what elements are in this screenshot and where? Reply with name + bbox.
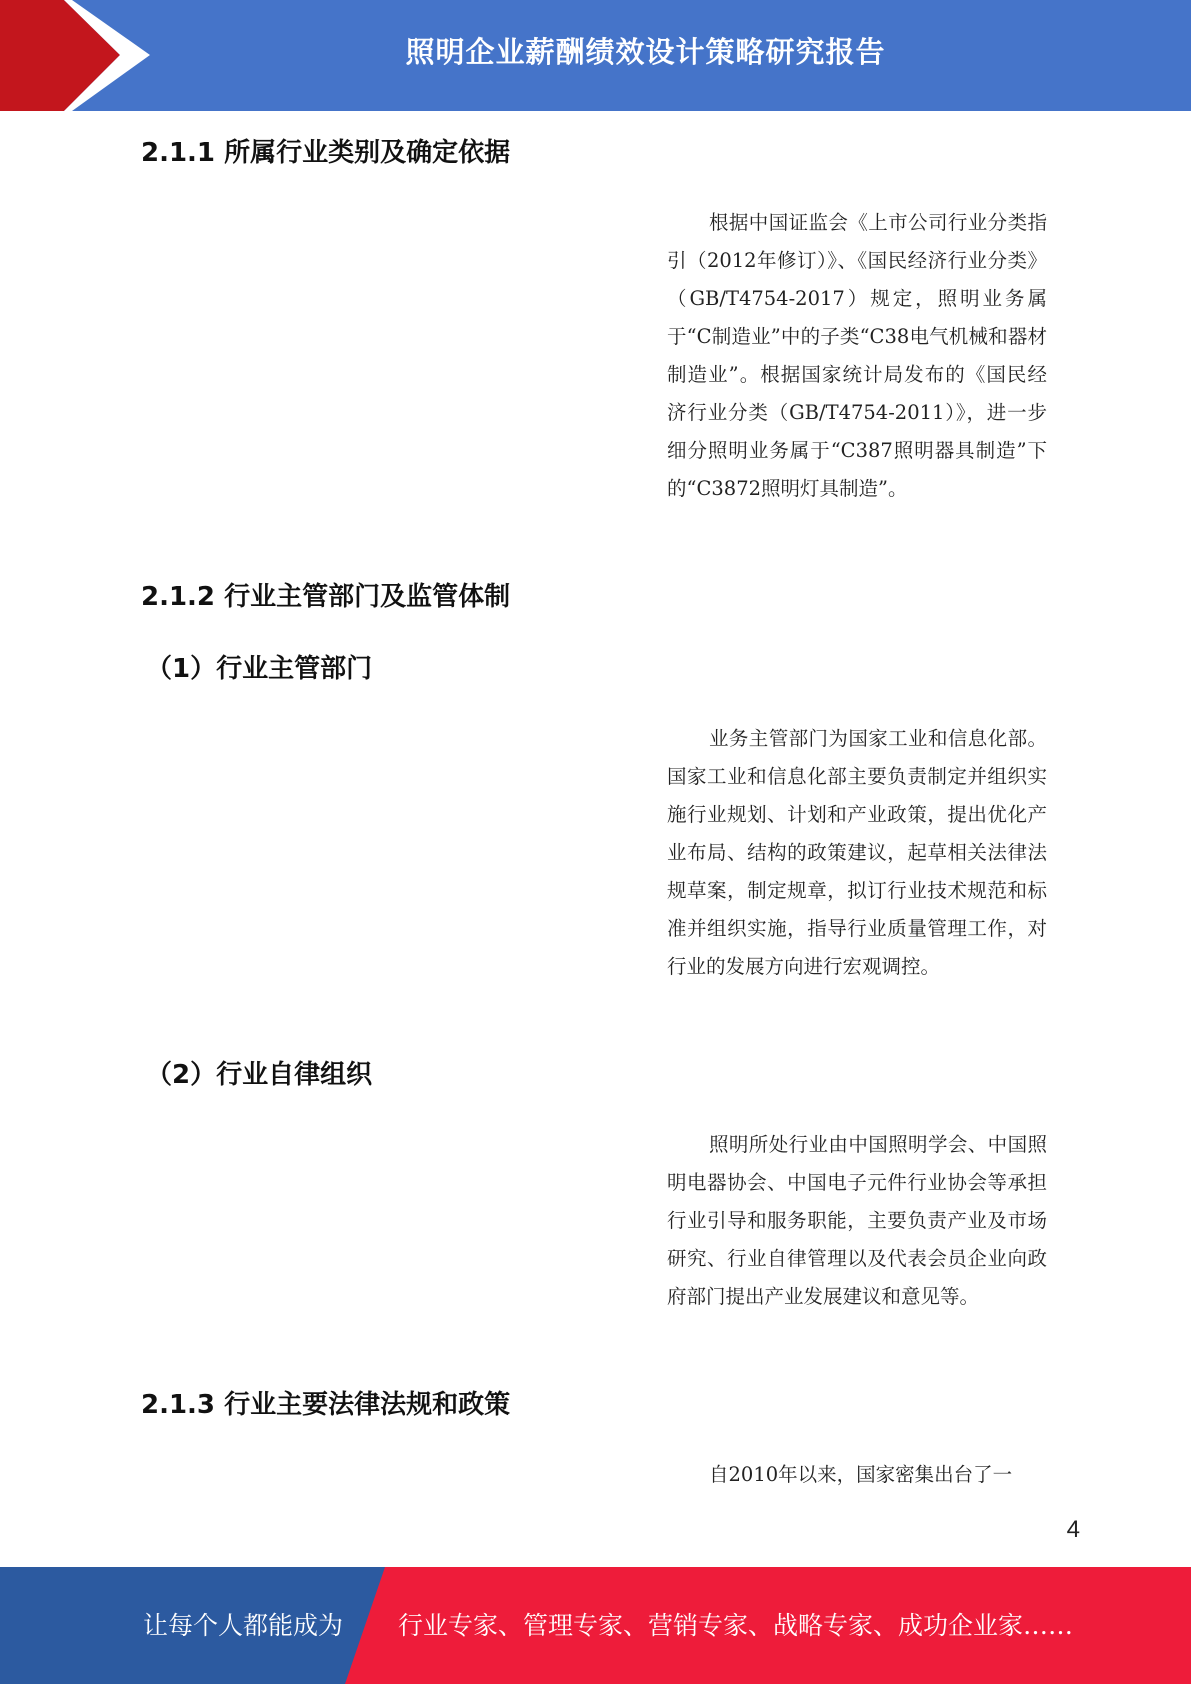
page-header xyxy=(0,0,1191,111)
footer-slogan-left: 让每个人都能成为 xyxy=(143,1611,344,1640)
subsection-heading-2: （2）行业自律组织 xyxy=(146,1060,373,1090)
subsection-1-paragraph: 业务主管部门为国家工业和信息化部。国家工业和信息化部主要负责制定并组织实施行业规划、计划和产业政策，提出优化产业布局、结构的政策建议，起草相关法律法规草案，制定规章，拟订行业技术规范和标准并组织实施，指导行业质量管理工作，对行业的发展方向进行宏观调控。 xyxy=(667,727,1047,978)
section-2-1-3-paragraph: 自2010年以来，国家密集出台了一 xyxy=(709,1463,1013,1486)
section-heading-2-1-3: 2.1.3 行业主要法律法规和政策 xyxy=(141,1390,511,1420)
footer-slogan-right: 行业专家、管理专家、营销专家、战略专家、成功企业家…… xyxy=(398,1611,1074,1640)
header-arrow-icon xyxy=(0,0,160,111)
section-heading-2-1-2: 2.1.2 行业主管部门及监管体制 xyxy=(141,582,511,612)
subsection-heading-1: （1）行业主管部门 xyxy=(146,654,373,684)
section-heading-2-1-1: 2.1.1 所属行业类别及确定依据 xyxy=(141,138,511,168)
page-number: 4 xyxy=(1066,1516,1080,1543)
report-title: 照明企业薪酬绩效设计策略研究报告 xyxy=(405,34,886,69)
section-2-1-1-paragraph: 根据中国证监会《上市公司行业分类指引（2012年修订）》、《国民经济行业分类》（GB/T4754-2017）规定，照明业务属于“C制造业”中的子类“C38电气机械和器材制造业”。根据国家统计局发布的《国民经济行业分类（GB/T4754-2011）》，进一步细分照明业务属于“C387照明器具制造”下的“C3872照明灯具制造”。 xyxy=(667,211,1047,500)
subsection-2-paragraph: 照明所处行业由中国照明学会、中国照明电器协会、中国电子元件行业协会等承担行业引导和服务职能，主要负责产业及市场研究、行业自律管理以及代表会员企业向政府部门提出产业发展建议和意见等。 xyxy=(667,1133,1047,1308)
page-footer xyxy=(0,1567,1191,1684)
